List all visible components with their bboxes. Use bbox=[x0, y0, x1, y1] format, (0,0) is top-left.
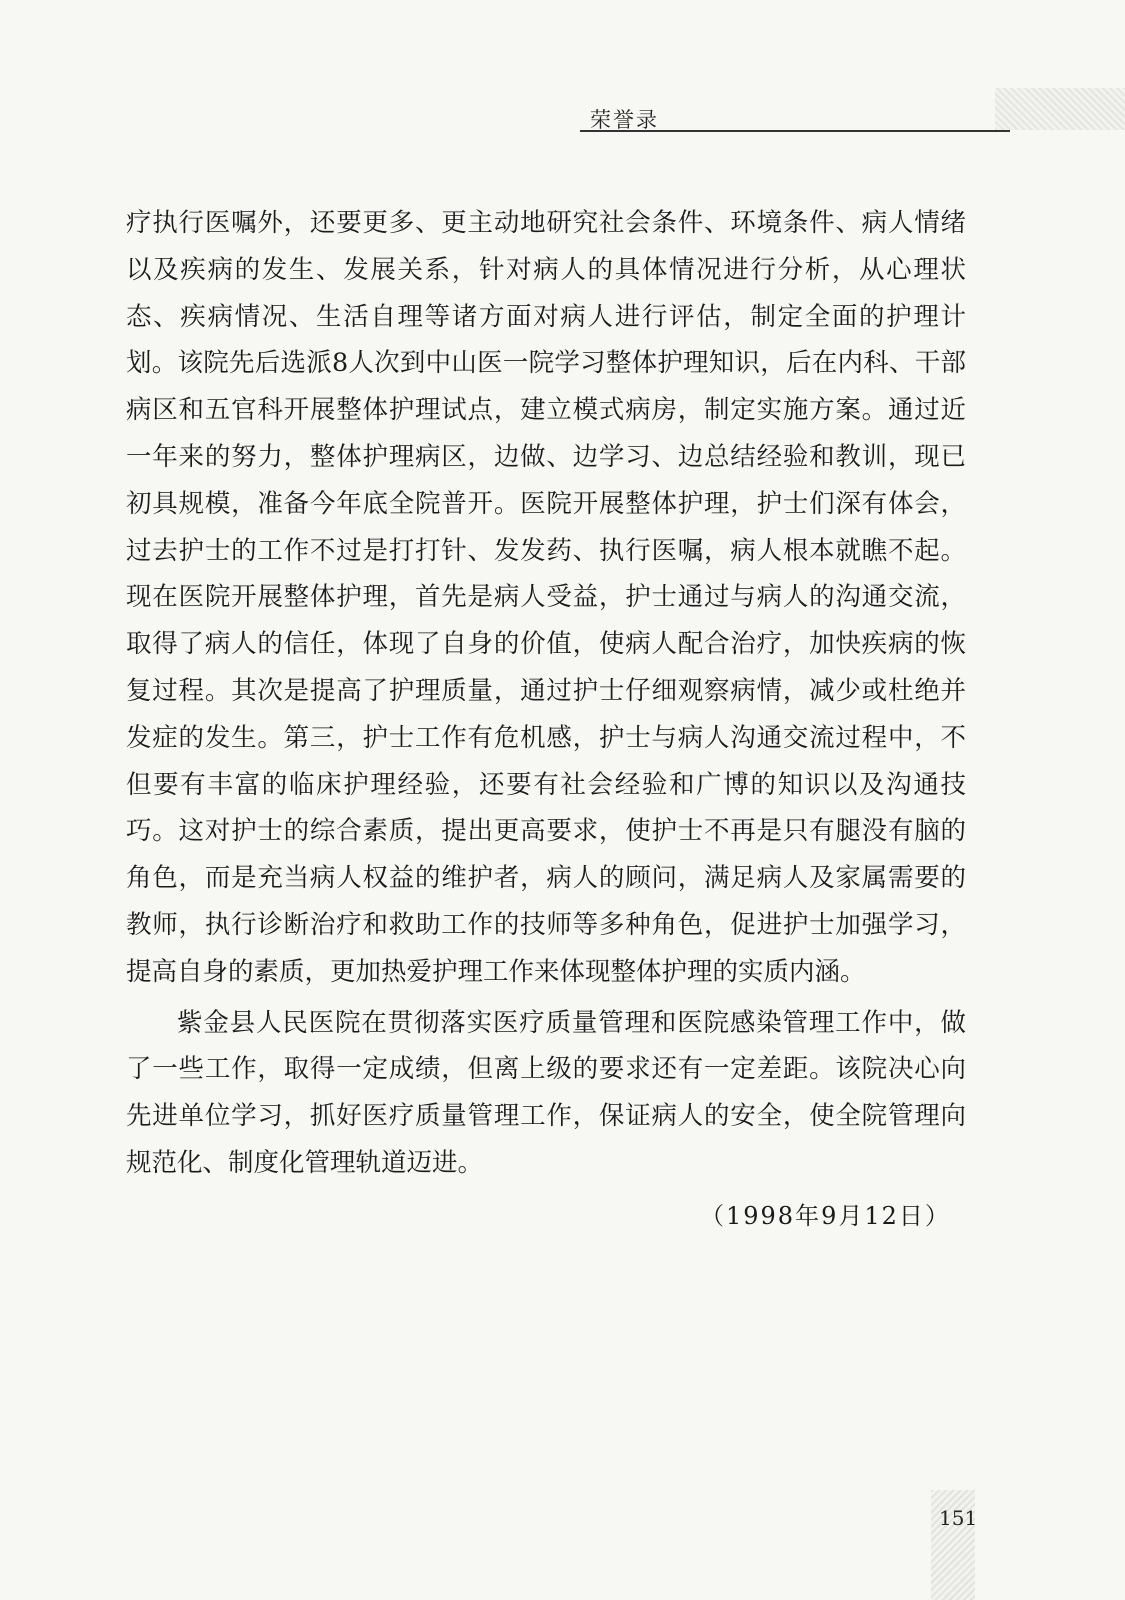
page-number: 151 bbox=[939, 1506, 978, 1530]
article-date: （1998年9月12日） bbox=[700, 1202, 951, 1230]
header-rule bbox=[580, 130, 1010, 132]
paragraph-1: 疗执行医嘱外，还要更多、更主动地研究社会条件、环境条件、病人情绪以及疾病的发生、发展关系，针对病人的具体情况进行分析，从心理状态、疾病情况、生活自理等诸方面对病人进行评估，制定全面的护理计划。该院先后选派8人次到中山医一院学习整体护理知识，后在内科、干部病区和五官科开展整体护理试点，建立模式病房，制定实施方案。通过近一年来的努力，整体护理病区，边做、边学习、边总结经验和教训，现已初具规模，准备今年底全院普开。医院开展整体护理，护士们深有体会，过去护士的工作不过是打打针、发发药、执行医嘱，病人根本就瞧不起。现在医院开展整体护理，首先是病人受益，护士通过与病人的沟通交流，取得了病人的信任，体现了自身的价值，使病人配合治疗，加快疾病的恢复过程。其次是提高了护理质量，通过护士仔细观察病情，减少或杜绝并发症的发生。第三，护士工作有危机感，护士与病人沟通交流过程中，不但要有丰富的临床护理经验，还要有社会经验和广博的知识以及沟通技巧。这对护士的综合素质，提出更高要求，使护士不再是只有腿没有脑的角色，而是充当病人权益的维护者，病人的顾问，满足病人及家属需要的教师，执行诊断治疗和救助工作的技师等多种角色，促进护士加强学习，提高自身的素质，更加热爱护理工作来体现整体护理的实质内涵。 bbox=[126, 208, 966, 987]
body-text bbox=[126, 200, 966, 1187]
paragraph-2: 紫金县人民医院在贯彻落实医疗质量管理和医院感染管理工作中，做了一些工作，取得一定成绩，但离上级的要求还有一定差距。该院决心向先进单位学习，抓好医疗质量管理工作，保证病人的安全，使全院管理向规范化、制度化管理轨道迈进。 bbox=[126, 1007, 966, 1178]
running-header: 荣誉录 bbox=[590, 108, 659, 132]
scan-artifact bbox=[995, 88, 1125, 130]
